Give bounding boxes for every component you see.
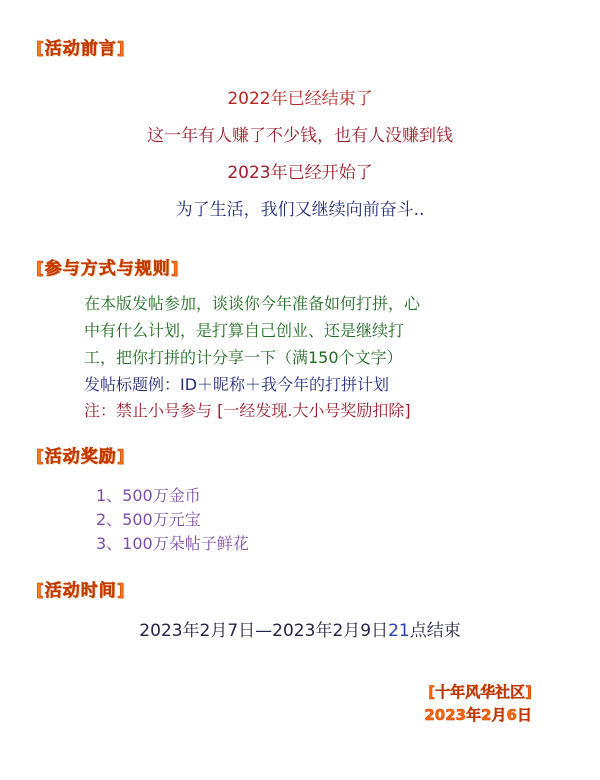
preface-line-2: 这一年有人赚了不少钱，也有人没赚到钱: [147, 126, 453, 146]
reward-item-1: 1、500万金币: [96, 486, 201, 505]
rules-line-2: 中有什么计划，是打算自己创业、还是继续打: [84, 321, 405, 340]
rules-line-4: 发帖标题例：ID＋昵称＋我今年的打拼计划: [84, 375, 390, 394]
event-time-text: [0, 616, 600, 641]
reward-item-2: 2、500万元宝: [96, 510, 201, 529]
signature-date: 2023年2月6日: [424, 706, 532, 724]
preface-heading: [活动前言]: [36, 39, 126, 59]
rules-line-5: 注：禁止小号参与 [一经发现.大小号奖励扣除]: [84, 401, 411, 420]
rules-line-3: 工，把你打拼的计分享一下（满150个文字）: [84, 348, 403, 367]
event-time-range: 2023年2月7日—2023年2月9日: [139, 621, 389, 641]
reward-item-3: 3、100万朵帖子鲜花: [96, 534, 249, 553]
preface-line-1: 2022年已经结束了: [227, 89, 373, 109]
event-time-end: 点结束: [409, 621, 461, 641]
time-heading: [活动时间]: [36, 581, 126, 601]
signature-org: [十年风华社区]: [428, 683, 532, 701]
preface-line-4: 为了生活，我们又继续向前奋斗..: [175, 200, 425, 220]
rewards-heading: [活动奖励]: [36, 447, 126, 467]
event-time-hour: 21: [388, 621, 410, 641]
rules-heading: [参与方式与规则]: [36, 259, 180, 279]
rules-line-1: 在本版发帖参加，谈谈你今年准备如何打拼，心: [84, 294, 421, 313]
preface-line-3: 2023年已经开始了: [227, 163, 373, 183]
